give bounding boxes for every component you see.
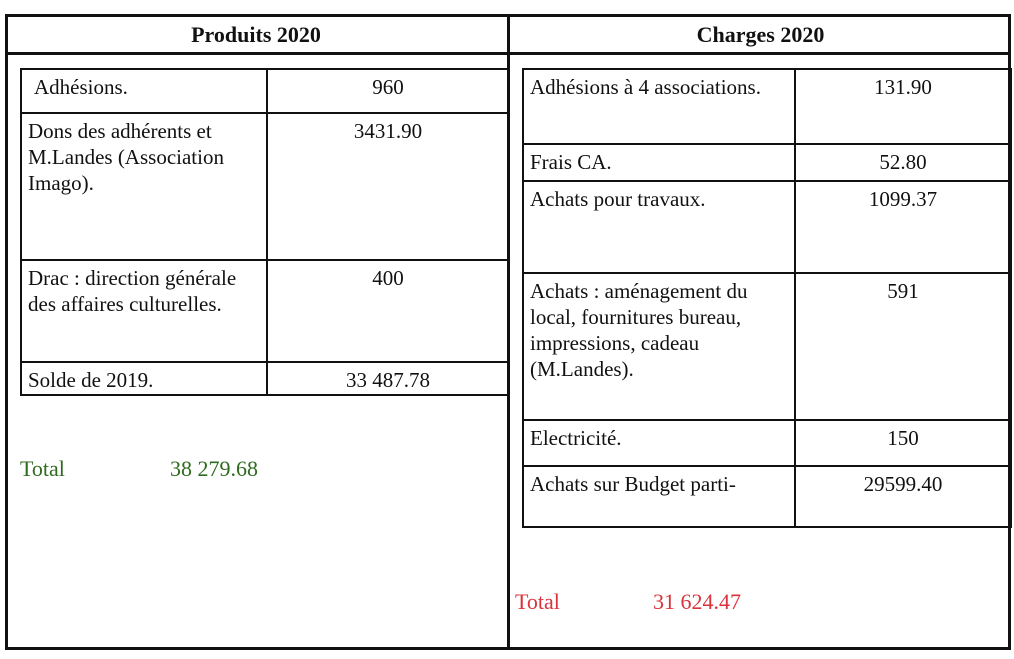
table-row [21,362,509,395]
charge-value: 29599.40 [795,466,1011,527]
produit-value: 3431.90 [267,113,509,260]
charge-value: 150 [795,420,1011,466]
produit-value: 400 [267,260,509,362]
table-row [523,420,1011,466]
table-row [523,144,1011,181]
produits-total-label: Total [20,456,65,481]
charge-value: 52.80 [795,144,1011,181]
produit-value: 960 [267,69,509,113]
table-row [21,69,509,113]
table-row [523,69,1011,144]
table-row [523,181,1011,273]
charge-label: Adhésions à 4 associations. [523,69,795,144]
produits-header: Produits 2020 [191,22,321,47]
produit-label: Dons des adhérents et M.Landes (Association Imago). [21,113,267,260]
charge-label: Electricité. [523,420,795,466]
produit-label: Drac : direction générale des affaires culturelles. [21,260,267,362]
charge-label: Achats pour travaux. [523,181,795,273]
charge-value: 591 [795,273,1011,420]
table-row [523,273,1011,420]
charges-total-label: Total [515,589,560,614]
produit-label: Solde de 2019. [21,362,267,395]
produits-total-value: 38 279.68 [170,456,258,481]
charge-label: Achats sur Budget parti- [523,466,795,527]
charge-label: Frais CA. [523,144,795,181]
charges-table [522,68,1012,528]
produits-table [20,68,510,396]
charge-value: 131.90 [795,69,1011,144]
charges-total-value: 31 624.47 [653,589,741,614]
charges-header: Charges 2020 [696,22,825,47]
produit-value: 33 487.78 [267,362,509,395]
charge-value: 1099.37 [795,181,1011,273]
table-row [21,260,509,362]
table-row [523,466,1011,527]
table-row [21,113,509,260]
produit-label: Adhésions. [21,69,267,113]
charge-label: Achats : aménagement du local, fournitures bureau, impressions, cadeau (M.Landes). [523,273,795,420]
